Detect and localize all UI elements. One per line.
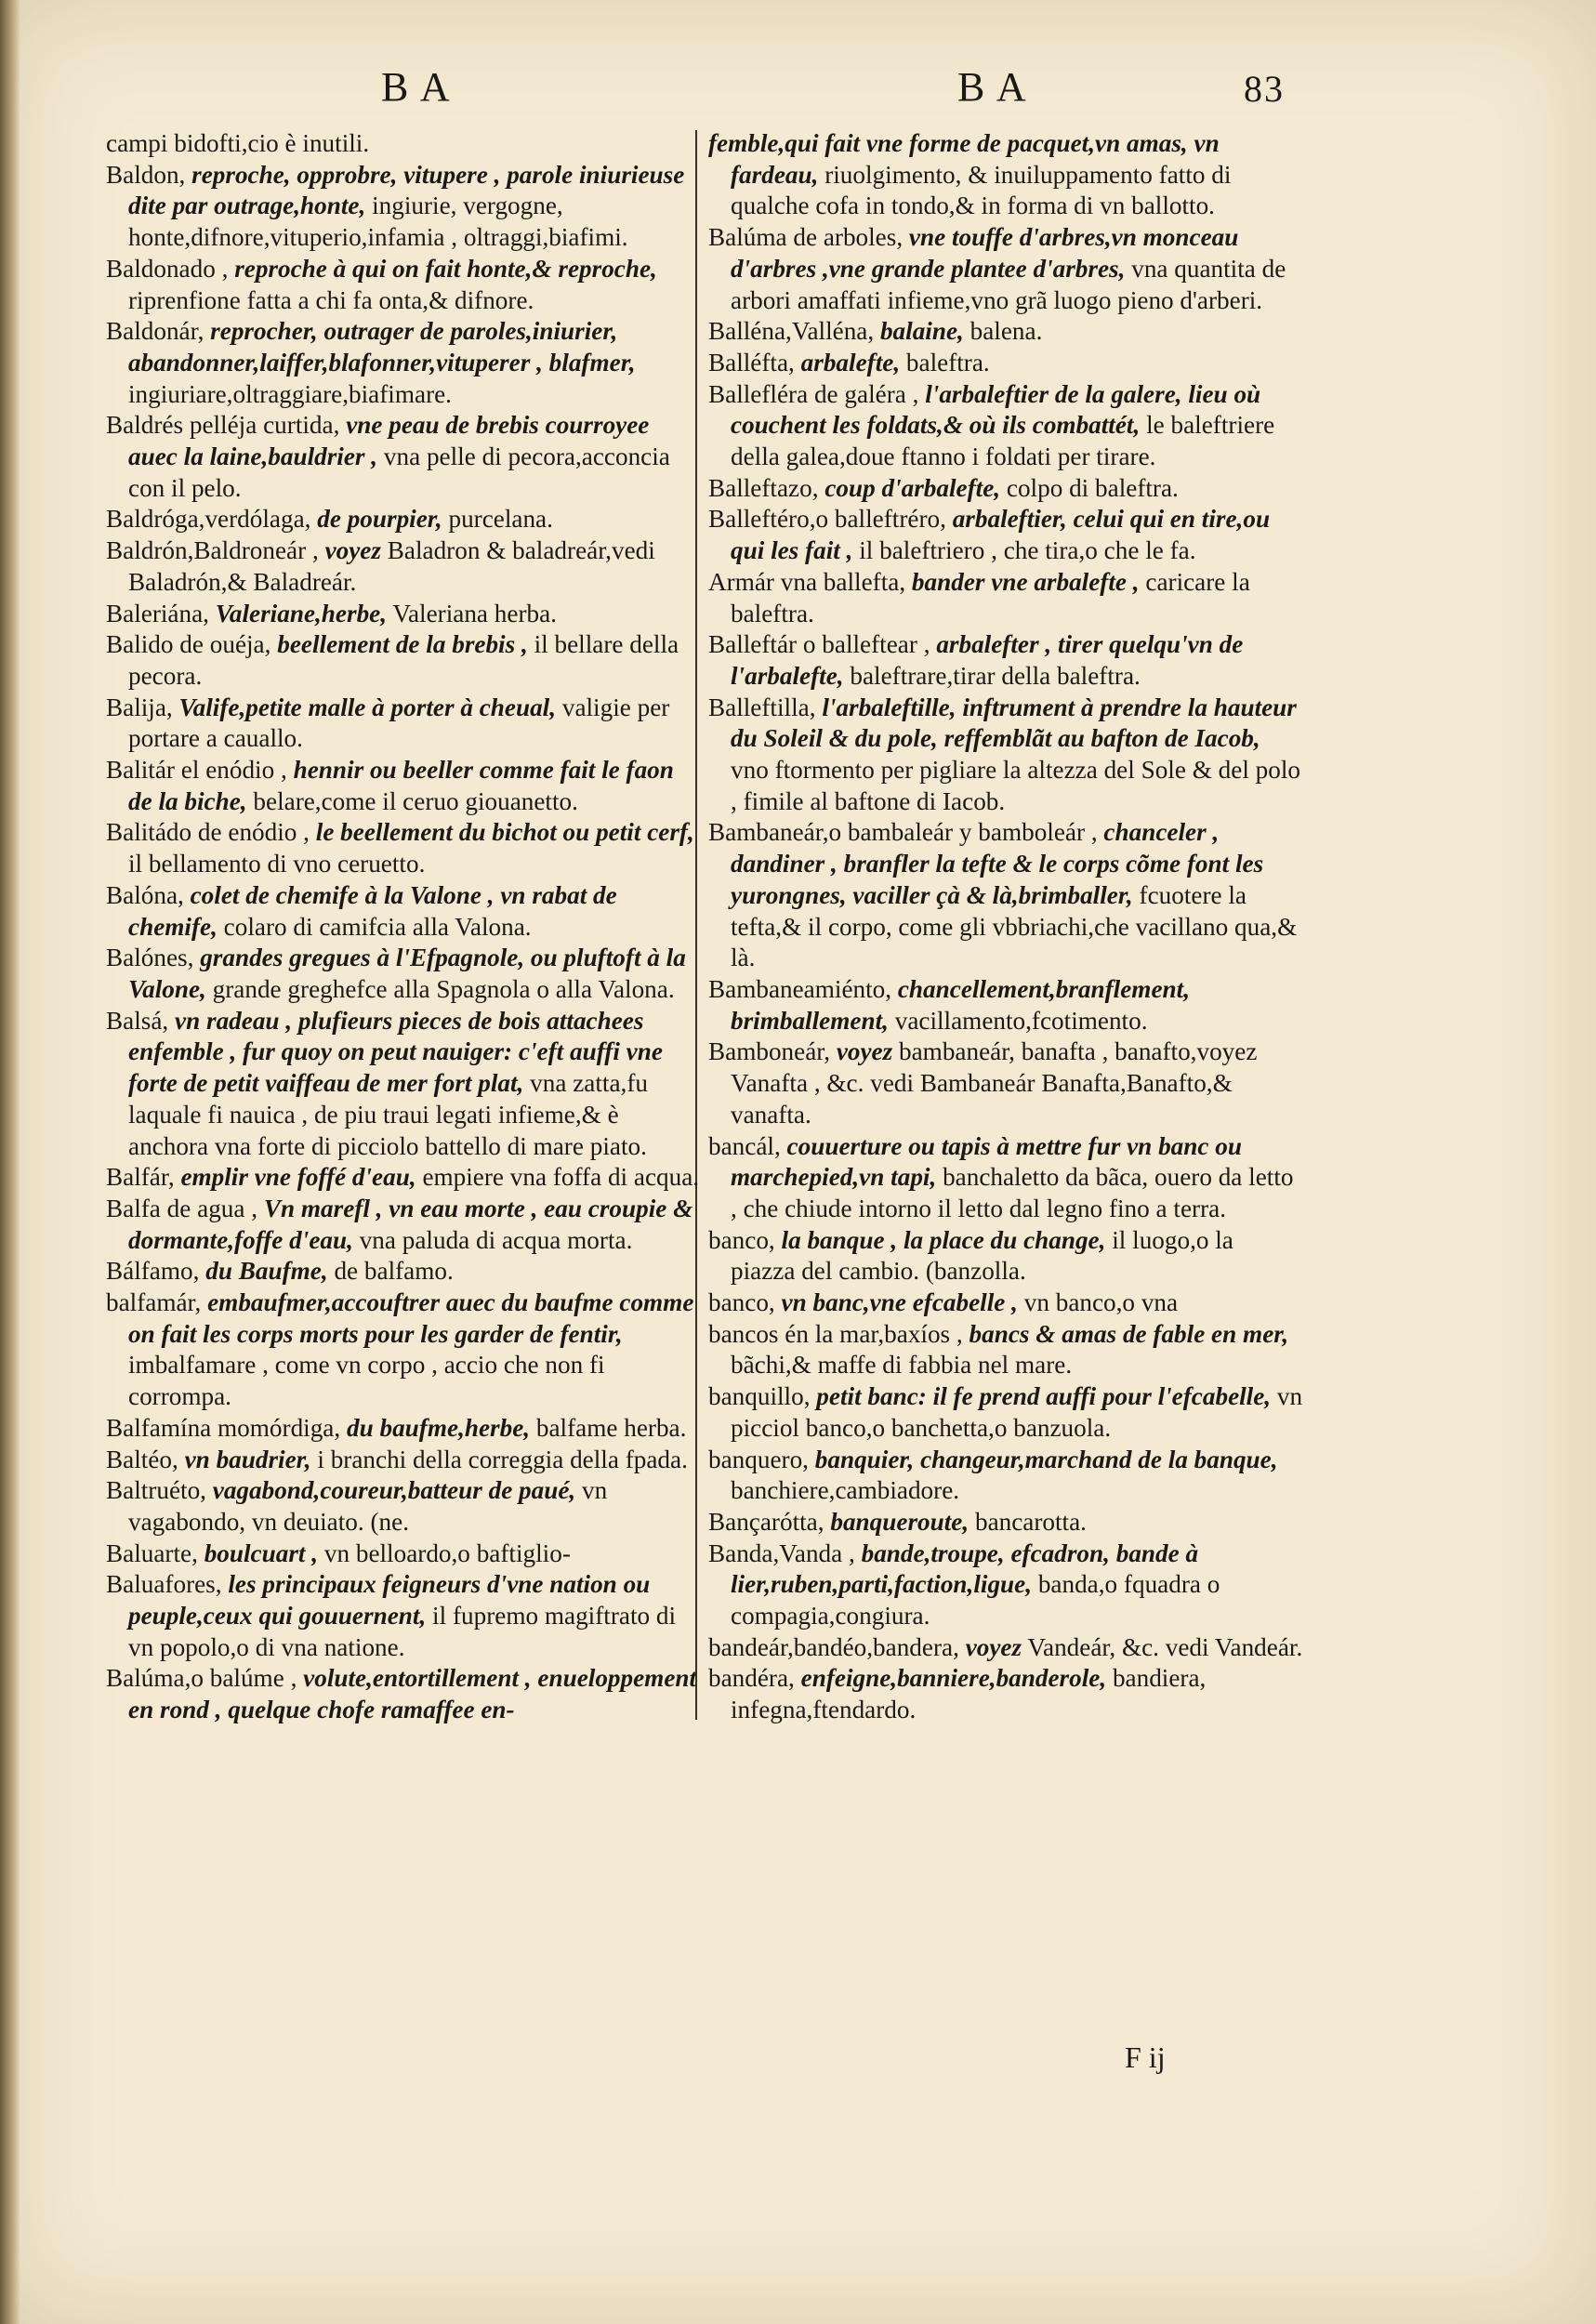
dictionary-entry (708, 693, 1303, 818)
entry-french: vne touffe d'arbres,vn monceau d'arbres ,vne grande plantee d'arbres, (731, 223, 1239, 283)
entry-french: hennir ou beeller comme fait le faon de la biche, (128, 756, 674, 815)
entry-headword: banco, (708, 1225, 775, 1254)
dictionary-entry (106, 1445, 701, 1476)
entry-headword: Balfamína momórdiga, (106, 1413, 341, 1442)
dictionary-entry (106, 535, 701, 598)
entry-french: banquier, changeur,marchand de la banque, (814, 1445, 1278, 1473)
entry-headword: Baltruéto, (106, 1476, 206, 1505)
dictionary-entry (708, 817, 1303, 974)
entry-headword: Baldróga,verdólaga, (106, 505, 311, 534)
entry-italian: baleftra. (905, 348, 990, 376)
entry-headword: banquillo, (708, 1382, 811, 1411)
entry-french: voyez (324, 536, 381, 565)
right-column (708, 128, 1303, 1726)
entry-french: coup d'arbalefte, (824, 473, 1001, 502)
entry-french: reprocher, outrager de paroles,iniurier, abandonner,laiffer,blafonner,vituperer , blafmer, (128, 317, 636, 376)
dictionary-entry (106, 254, 701, 316)
entry-headword: Bambaneár,o bambaleár y bamboleár , (708, 818, 1098, 847)
dictionary-entry (106, 1475, 701, 1538)
entry-italian: riuolgimento, & inuiluppamento fatto di qualche cofa in tondo,& in forma di vn ballotto. (731, 160, 1232, 220)
entry-french: du Baufme, (205, 1257, 328, 1286)
entry-italian: vna zatta,fu laquale fi nauica , de piu traui legati infieme,& è anchora vna forte di picciolo battello di mare piato. (128, 1069, 648, 1160)
entry-headword: Balúma de arboles, (708, 223, 904, 252)
dictionary-entry (106, 1162, 701, 1194)
dictionary-entry (708, 128, 1303, 222)
entry-french: vn baudrier, (184, 1445, 311, 1473)
dictionary-entry (106, 1287, 701, 1413)
entry-headword: Balóna, (106, 880, 184, 909)
entry-headword: bancál, (708, 1131, 781, 1160)
entry-french: volute,entortillement , enueloppement en rond , quelque chofe ramaffee en- (128, 1664, 697, 1724)
dictionary-entry (708, 1037, 1303, 1130)
dictionary-entry (708, 473, 1303, 505)
entry-headword: Balido de ouéja, (106, 630, 271, 659)
dictionary-entry (106, 693, 701, 755)
entry-headword: Balsá, (106, 1006, 169, 1035)
entry-headword: Balúma,o balúme , (106, 1664, 297, 1693)
dictionary-entry (106, 755, 701, 817)
entry-italian: ingiuriare,oltraggiare,biafimare. (128, 379, 452, 408)
entry-headword: Balleftazo, (708, 473, 819, 502)
dictionary-entry (708, 1538, 1303, 1632)
dictionary-entry (106, 1538, 701, 1570)
dictionary-entry (106, 1256, 701, 1287)
entry-french: boulcuart , (204, 1538, 319, 1567)
entry-italian: caricare la baleftra. (731, 567, 1250, 627)
dictionary-entry (708, 1287, 1303, 1319)
entry-headword: Armár vna ballefta, (708, 567, 906, 596)
dictionary-entry (708, 974, 1303, 1037)
entry-headword: Baluarte, (106, 1538, 198, 1567)
entry-headword: Balónes, (106, 944, 194, 972)
entry-headword: Banda,Vanda , (708, 1538, 855, 1567)
entry-french: de pourpier, (317, 505, 442, 534)
entry-french: vagabond,coureur,batteur de paué, (212, 1476, 576, 1505)
entry-french: emplir vne foffé d'eau, (180, 1163, 416, 1192)
entry-french: vne peau de brebis courroyee auec la laine,bauldrier , (128, 411, 650, 471)
dictionary-entry (106, 1194, 701, 1256)
entry-french: petit banc: il fe prend auffi pour l'efcabelle, (816, 1382, 1272, 1411)
entry-french: arbalefte, (800, 348, 901, 376)
dictionary-entry (106, 599, 701, 630)
entry-italian: bandiera, infegna,ftendardo. (731, 1664, 1207, 1724)
entry-italian: valigie per portare a cauallo. (128, 693, 670, 753)
entry-italian: il bellare della pecora. (128, 630, 679, 690)
dictionary-entry (106, 160, 701, 254)
entry-italian: vn picciol banco,o banchetta,o banzuola. (731, 1382, 1303, 1442)
entry-french: la banque , la place du change, (781, 1225, 1106, 1254)
entry-french: les principaux feigneurs d'vne nation ou peuple,ceux qui gouuernent, (128, 1570, 651, 1631)
entry-french: reproche à qui on fait honte,& reproche, (234, 254, 657, 283)
dictionary-entry (708, 567, 1303, 629)
signature-mark: F ij (1125, 2040, 1166, 2074)
entry-french: enfeigne,banniere,banderole, (800, 1664, 1107, 1693)
entry-french: voyez (836, 1037, 893, 1066)
entry-headword: Balléfta, (708, 348, 795, 376)
entry-headword: Bançarótta, (708, 1507, 824, 1536)
dictionary-entry (106, 1006, 701, 1163)
entry-french: du baufme,herbe, (346, 1413, 531, 1442)
entry-french: colet de chemife à la Valone , vn rabat de chemife, (128, 880, 617, 941)
entry-headword: bandeár,bandéo,bandera, (708, 1632, 959, 1661)
entry-italian: belare,come il ceruo giouanetto. (253, 786, 578, 815)
entry-french: reproche, opprobre, vitupere , parole iniurieuse dite par outrage,honte, (128, 160, 685, 220)
entry-italian: colaro di camifcia alla Valona. (223, 912, 532, 941)
entry-headword: Balleftár o balleftear , (708, 630, 930, 659)
entry-italian: campi bidofti,cio è inutili. (106, 129, 370, 157)
entry-italian: riprenfione fatta a chi fa onta,& difnore. (128, 285, 534, 314)
entry-french: banqueroute, (830, 1507, 969, 1536)
entry-french: couuerture ou tapis à mettre fur vn banc ou marchepied,vn tapi, (731, 1131, 1242, 1192)
entry-headword: Baltéo, (106, 1445, 178, 1473)
entry-french: chancellement,branflement, brimballement, (731, 974, 1190, 1035)
entry-italian: i branchi della correggia della fpada. (317, 1445, 688, 1473)
entry-italian: purcelana. (448, 505, 553, 534)
entry-italian: de balfamo. (334, 1257, 454, 1286)
page-number: 83 (1244, 68, 1285, 110)
dictionary-entry (106, 1413, 701, 1445)
entry-french: balaine, (879, 317, 964, 346)
entry-headword: bandéra, (708, 1664, 795, 1693)
entry-headword: balfamár, (106, 1288, 202, 1317)
entry-italian: le baleftriere della galea,doue ftanno i foldati per tirare. (731, 411, 1275, 471)
running-head-left: B A (381, 64, 452, 110)
entry-french: grandes gregues à l'Efpagnole, ou pluftoft à la Valone, (128, 944, 686, 1003)
dictionary-entry (106, 1569, 701, 1663)
entry-italian: Valeriana herba. (392, 599, 557, 627)
entry-headword: Baluafores, (106, 1570, 222, 1599)
entry-french: femble,qui fait vne forme de pacquet,vn amas, vn fardeau, (708, 129, 1220, 189)
entry-italian: baleftrare,tirar della baleftra. (850, 661, 1141, 690)
entry-french: arbalefter , tirer quelqu'vn de l'arbalefte, (731, 630, 1244, 690)
entry-french: l'arbaleftier de la galere, lieu où couchent les foldats,& où ils combattét, (731, 379, 1261, 440)
left-column (106, 128, 701, 1726)
entry-italian: ingiurie, vergogne, honte,difnore,vituperio,infamia , oltraggi,biafimi. (128, 191, 628, 252)
entry-headword: Baldrés pelléja curtida, (106, 411, 340, 440)
entry-italian: vno ftormento per pigliare la altezza del Sole & del polo , fimile al baftone di Iacob. (731, 756, 1301, 815)
entry-italian: vna paluda di acqua morta. (359, 1225, 633, 1254)
entry-french: chanceler , dandiner , branfler la tefte & le corps cõme font les yurongnes, vaciller çà & là,brimballer, (731, 818, 1264, 909)
entry-french: le beellement du bichot ou petit cerf, (315, 818, 694, 847)
entry-french: bande,troupe, efcadron, bande à lier,ruben,parti,faction,ligue, (731, 1538, 1199, 1599)
entry-headword: banquero, (708, 1445, 809, 1473)
dictionary-entry (708, 348, 1303, 379)
dictionary-entry (708, 1632, 1303, 1664)
entry-headword: Balleftéro,o balleftréro, (708, 505, 946, 534)
entry-french: l'arbaleftille, inftrument à prendre la hauteur du Soleil & du pole, reffemblãt au bafton de Iacob, (731, 693, 1297, 753)
entry-headword: Baleriána, (106, 599, 209, 627)
dictionary-entry (708, 1663, 1303, 1725)
entry-italian: banchiere,cambiadore. (731, 1476, 960, 1505)
entry-french: Valeriane,herbe, (215, 599, 388, 627)
dictionary-entry (708, 1131, 1303, 1225)
dictionary-entry (106, 316, 701, 410)
dictionary-entry (106, 880, 701, 943)
entry-italian: banda,o fquadra o compagia,congiura. (731, 1570, 1220, 1631)
entry-italian: Vandeár, &c. vedi Vandeár. (1027, 1632, 1303, 1661)
entry-headword: Balfa de agua , (106, 1194, 258, 1222)
dictionary-entry (708, 1445, 1303, 1507)
entry-italian: il baleftriero , che tira,o che le fa. (859, 536, 1196, 565)
entry-italian: vn vagabondo, vn deuiato. (ne. (128, 1476, 608, 1536)
entry-italian: Baladron & baladreár,vedi Baladrón,& Baladreár. (128, 536, 655, 596)
dictionary-entry (106, 504, 701, 535)
entry-french: Valife,petite malle à porter à cheual, (178, 693, 557, 721)
entry-headword: Balfár, (106, 1163, 175, 1192)
dictionary-entry (106, 410, 701, 504)
entry-french: bander vne arbalefte , (911, 567, 1140, 596)
entry-french: arbaleftier, celui qui en tire,ou qui les fait , (731, 505, 1271, 565)
dictionary-entry (106, 1663, 701, 1725)
dictionary-entry (708, 222, 1303, 316)
dictionary-entry (708, 316, 1303, 348)
entry-italian: balfame herba. (535, 1413, 687, 1442)
dictionary-entry (708, 1381, 1303, 1444)
dictionary-entry (708, 1225, 1303, 1287)
entry-italian: empiere vna foffa di acqua. (422, 1163, 700, 1192)
entry-italian: fcuotere la tefta,& il corpo, come gli vbbriachi,che vacillano qua,& là. (731, 880, 1298, 972)
entry-french: beellement de la brebis , (277, 630, 528, 659)
entry-italian: colpo di baleftra. (1006, 473, 1179, 502)
dictionary-entry (106, 943, 701, 1005)
entry-headword: Baldonár, (106, 317, 204, 346)
entry-italian: vn belloardo,o baftiglio- (323, 1538, 571, 1567)
entry-headword: Bamboneár, (708, 1037, 831, 1066)
entry-french: Vn marefl , vn eau morte , eau croupie & dormante,foffe d'eau, (128, 1194, 693, 1254)
entry-italian: vacillamento,fcotimento. (894, 1006, 1148, 1035)
entry-italian: il bellamento di vno ceruetto. (128, 850, 426, 878)
entry-headword: Balleftilla, (708, 693, 816, 721)
dictionary-entry (106, 128, 701, 160)
entry-italian: grande greghefce alla Spagnola o alla Valona. (212, 974, 675, 1003)
entry-headword: bancos én la mar,baxíos , (708, 1319, 963, 1348)
entry-italian: bambaneár, banafta , banafto,voyez Vanafta , &c. vedi Bambaneár Banafta,Banafto,& vanafta. (731, 1037, 1258, 1129)
dictionary-entry (708, 1507, 1303, 1538)
entry-headword: banco, (708, 1288, 775, 1317)
entry-french: voyez (965, 1632, 1022, 1661)
entry-italian: vna quantita de arbori amaffati infieme,vno grã luogo pieno d'arberi. (731, 254, 1286, 314)
entry-headword: Baldon, (106, 160, 186, 189)
entry-italian: imbalfamare , come vn corpo , accio che non fi corrompa. (128, 1351, 605, 1411)
dictionary-entry (106, 817, 701, 879)
dictionary-entry (708, 1319, 1303, 1381)
entry-headword: Balitár el enódio , (106, 756, 287, 785)
entry-italian: il luogo,o la piazza del cambio. (banzolla. (731, 1225, 1233, 1286)
dictionary-entry (708, 504, 1303, 566)
entry-italian: bãchi,& maffe di fabbia nel mare. (731, 1351, 1073, 1380)
running-head-right: B A (957, 64, 1028, 110)
entry-italian: balena. (969, 317, 1043, 346)
dictionary-entry (708, 379, 1303, 473)
entry-headword: Balléna,Valléna, (708, 317, 875, 346)
dictionary-entry (106, 629, 701, 692)
entry-french: bancs & amas de fable en mer, (969, 1319, 1289, 1348)
entry-headword: Balija, (106, 693, 173, 721)
entry-italian: vna pelle di pecora,acconcia con il pelo. (128, 442, 670, 502)
entry-headword: Baldonado , (106, 254, 229, 283)
entry-french: embaufmer,accouftrer auec du baufme comme on fait les corps morts pour les garder de fentir, (128, 1288, 694, 1348)
entry-headword: Bálfamo, (106, 1257, 200, 1286)
entry-headword: Ballefléra de galéra , (708, 379, 919, 408)
entry-french: vn banc,vne efcabelle , (781, 1288, 1018, 1317)
entry-italian: vn banco,o vna (1023, 1288, 1179, 1317)
entry-italian: bancarotta. (974, 1507, 1087, 1536)
entry-italian: banchaletto da bãca, ouero da letto , che chiude intorno il letto dal legno fino a terra. (731, 1163, 1294, 1222)
entry-italian: il fupremo magiftrato di vn popolo,o di vna natione. (128, 1602, 677, 1661)
entry-french: vn radeau , plufieurs pieces de bois attachees enfemble , fur quoy on peut nauiger: c'eft auffi vne forte de petit vaiffeau de mer fort plat, (128, 1006, 663, 1098)
entry-headword: Bambaneamiénto, (708, 974, 892, 1003)
entry-headword: Baldrón,Baldroneár , (106, 536, 319, 565)
entry-headword: Balitádo de enódio , (106, 818, 310, 847)
dictionary-entry (708, 629, 1303, 692)
binding-gutter (0, 0, 20, 2324)
